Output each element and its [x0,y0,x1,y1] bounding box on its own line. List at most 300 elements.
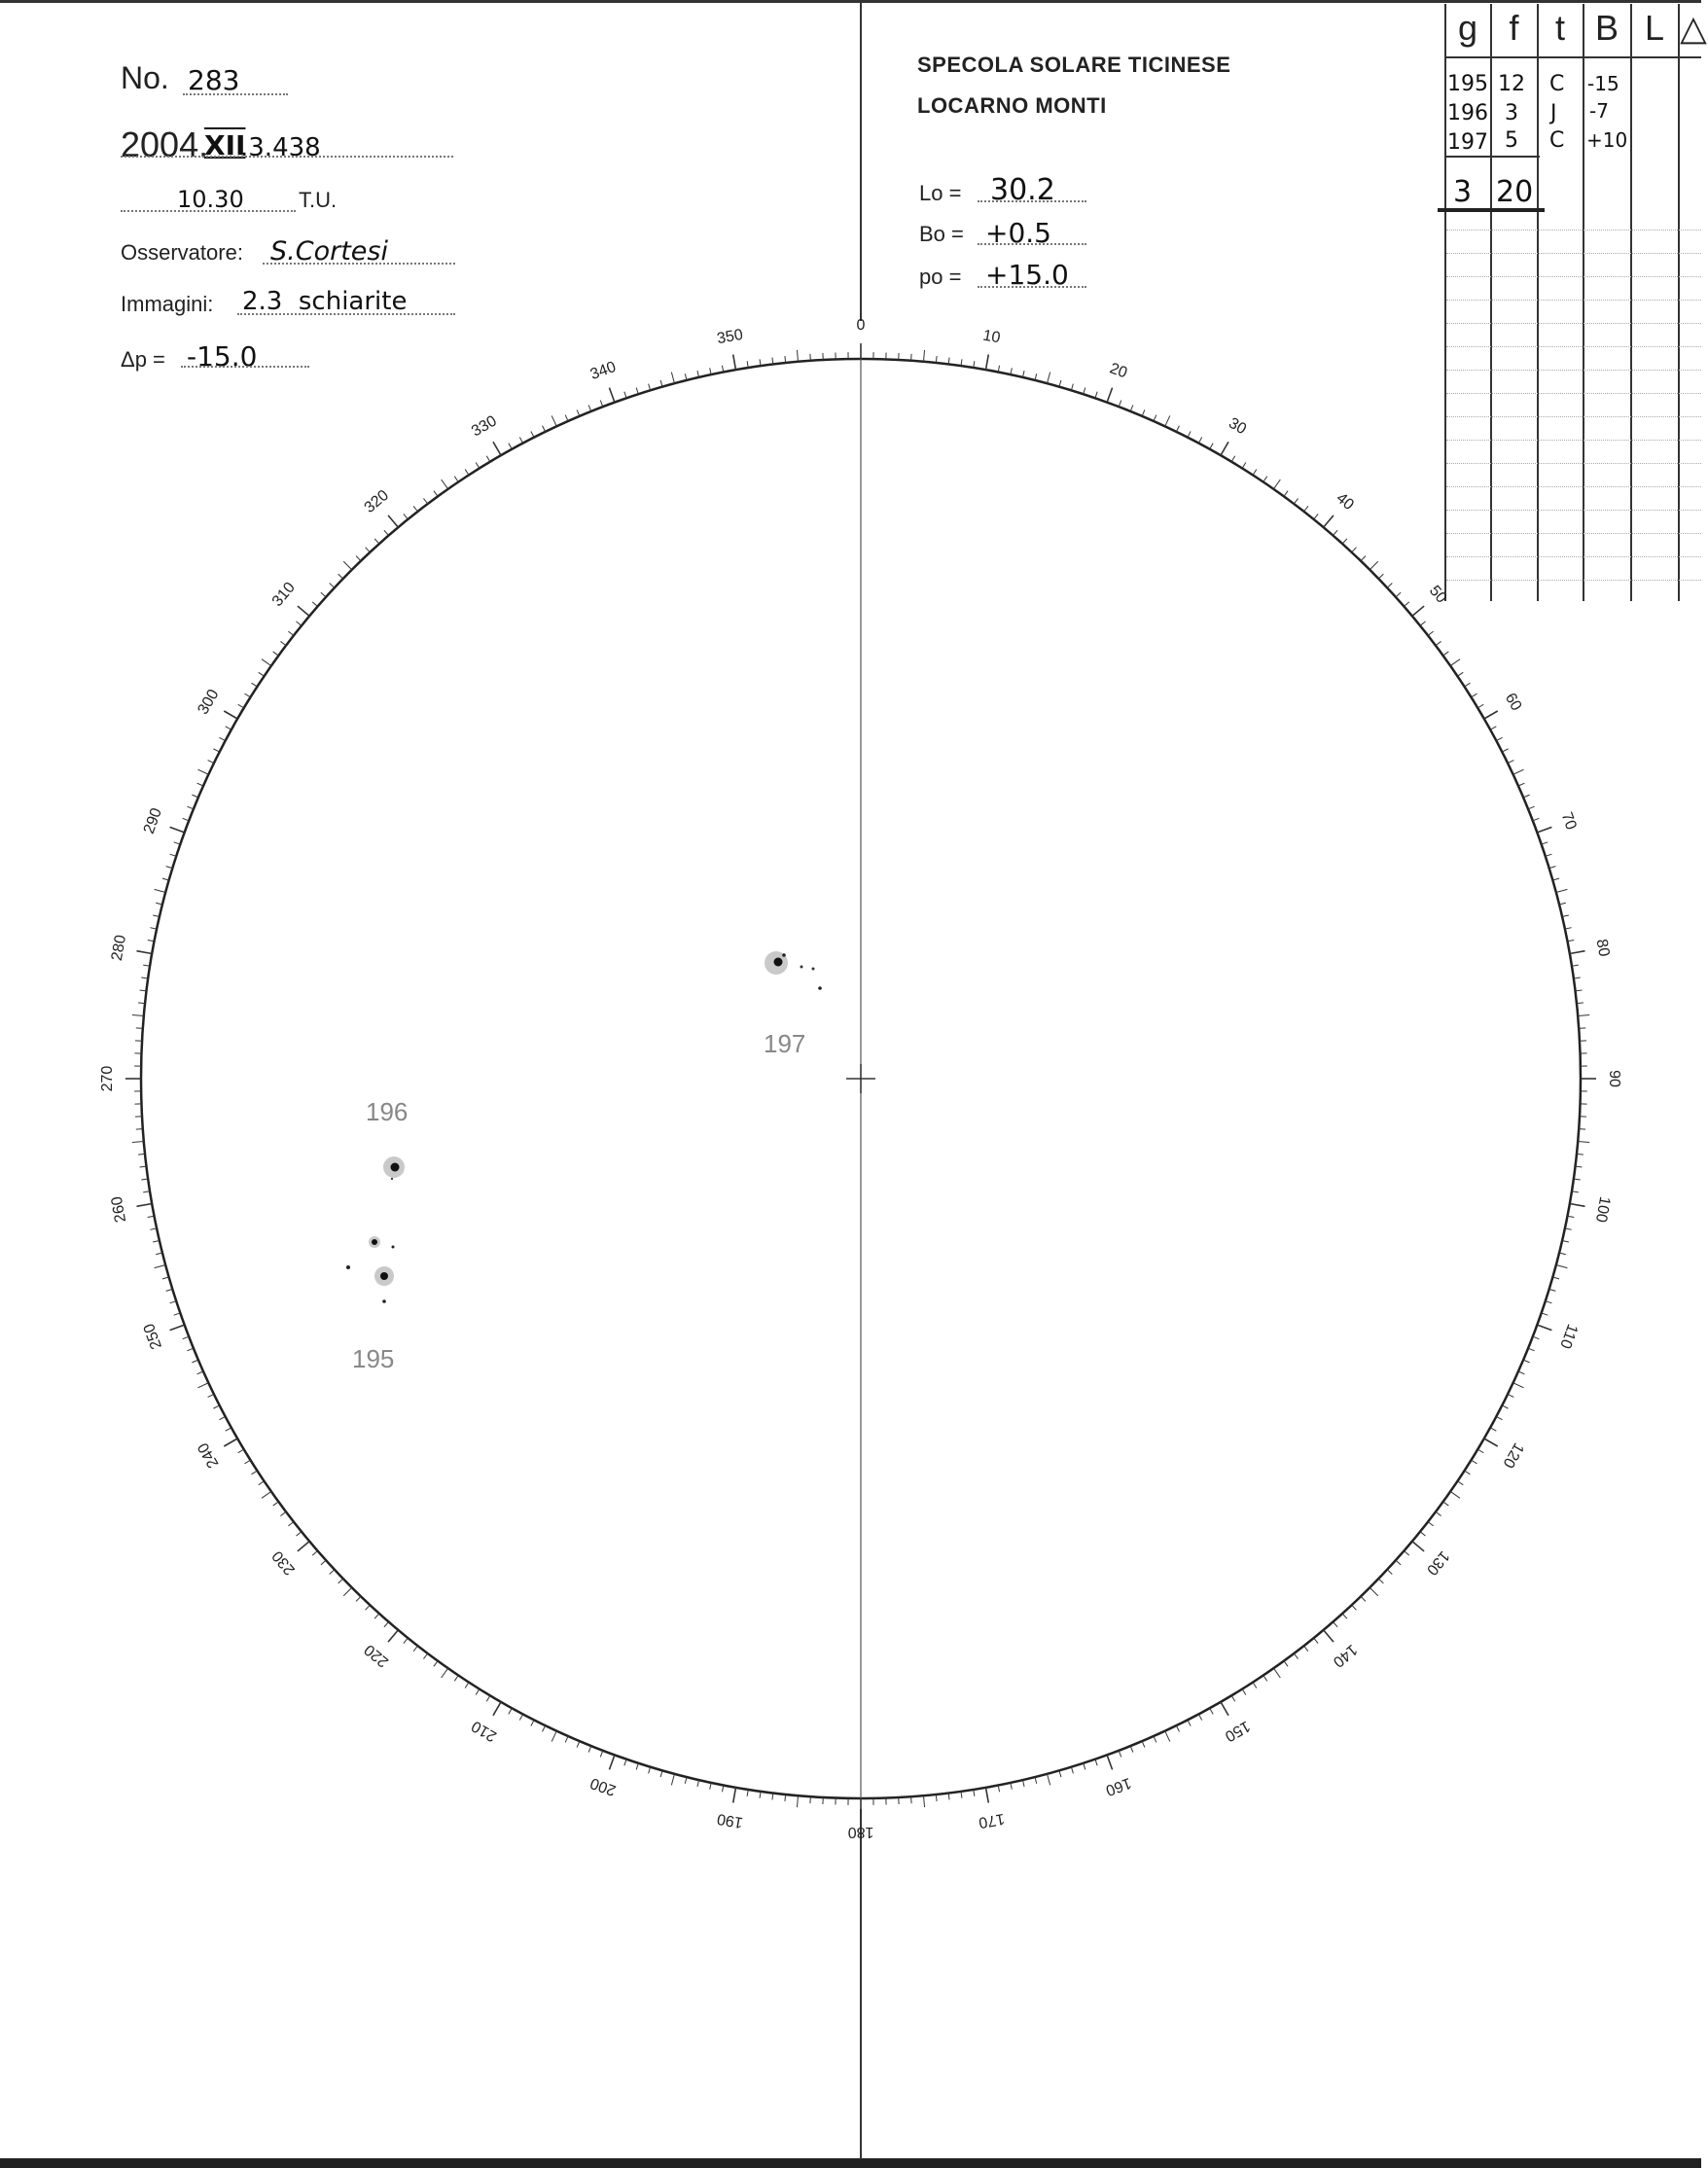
dial-tick [552,415,556,426]
dial-tick [1556,1265,1568,1268]
dial-tick [1490,727,1496,729]
dial-tick [1263,477,1267,482]
dial-label-310: 310 [268,579,299,611]
dial-tick [1396,592,1401,597]
dial-label-170: 170 [977,1809,1007,1831]
dial-tick [552,1731,556,1742]
sunspot-umbra [774,958,783,967]
dial-tick [1231,456,1235,462]
sunspot-pore [812,968,815,971]
dial-tick [1436,641,1441,645]
dial-label-350: 350 [715,326,745,348]
dial-tick [280,1511,286,1515]
dial-tick [224,711,237,719]
dial-tick [476,1689,480,1695]
sunspot-pore [392,1246,395,1249]
dial-tick [343,1587,351,1595]
observatory-title: SPECOLA SOLARE TICINESE [917,53,1231,77]
dial-tick [1428,631,1434,635]
dial-tick [245,1460,251,1464]
dial-tick [454,477,458,482]
dial-tick [1130,405,1133,410]
dial-tick [565,1736,568,1742]
dial-tick [493,442,501,455]
images-label: Immagini: [121,292,214,316]
dial-tick [797,1795,798,1807]
dial-tick [273,1502,279,1506]
dial-tick [170,1301,177,1303]
dial-tick [1457,672,1463,676]
dial-tick [1533,1336,1540,1339]
dial-tick [1263,1675,1267,1681]
dial-tick [226,1428,231,1431]
table-row-195-t: C [1549,72,1565,96]
dial-tick [1370,561,1377,569]
dial-tick [330,1570,335,1575]
dial-tick [519,437,522,443]
dial-tick [1420,622,1425,625]
date-month: XII [204,129,246,161]
dial-tick [1472,1460,1477,1464]
sunspot-pore [391,1178,393,1180]
dial-tick [1396,1560,1401,1565]
dial-tick [136,1203,152,1206]
dial-tick [1556,889,1568,892]
dial-tick [1484,1439,1498,1446]
dial-tick [923,350,924,362]
dial-tick [1387,1570,1392,1575]
dial-tick [192,795,197,798]
dial-tick [1154,415,1156,421]
dial-tick [413,506,417,512]
dial-tick [649,384,651,391]
dial-tick [132,1141,144,1142]
dial-label-80: 80 [1592,938,1613,958]
dial-tick [985,1788,988,1803]
dial-tick [343,561,351,569]
dial-tick [1549,1289,1556,1291]
dial-label-300: 300 [195,687,223,718]
dial-tick [985,354,988,370]
dial-tick [1084,1763,1085,1770]
sunspot-group-197 [765,951,822,990]
col-header-f: f [1509,8,1519,48]
dial-tick [187,806,193,809]
dial-tick [312,602,317,607]
dial-tick [374,539,379,544]
dial-tick [1210,444,1213,449]
dial-tick [1342,539,1347,544]
dial-tick [1528,806,1534,809]
table-row-197-f: 5 [1505,128,1518,153]
dial-tick [1342,1614,1347,1618]
dial-tick [1176,426,1179,432]
dial-tick [208,1394,214,1397]
dial-label-60: 60 [1501,690,1525,714]
dial-tick [1242,463,1246,469]
dial-label-10: 10 [981,327,1002,347]
dial-tick [338,574,343,579]
dial-tick [1412,1542,1424,1551]
p0-value: +15.0 [985,259,1069,291]
dial-tick [509,444,512,449]
dial-label-200: 200 [587,1774,619,1799]
dial-tick [1450,659,1460,666]
dial-tick [1095,1759,1097,1766]
dial-tick [1221,442,1228,455]
dial-label-270: 270 [99,1065,117,1092]
table-row-196-b: -7 [1589,99,1609,123]
dial-tick [797,350,798,362]
observatory-location: LOCARNO MONTI [917,93,1107,118]
dial-label-290: 290 [140,805,165,836]
dial-tick [1154,1736,1156,1742]
dial-tick [710,1783,711,1790]
dial-tick [252,1471,258,1475]
dial-label-340: 340 [587,358,619,383]
dial-tick [1142,409,1145,415]
table-row-196-t: J [1550,101,1557,125]
dial-tick [1428,1522,1434,1526]
dial-tick [423,498,427,504]
dial-tick [1352,548,1357,552]
dial-tick [1570,1203,1585,1206]
dial-tick [1570,951,1585,954]
dial-tick [509,1708,512,1714]
dial-tick [1404,1550,1408,1555]
dial-tick [1508,761,1513,764]
dial-label-90: 90 [1605,1070,1622,1087]
dial-tick [1314,514,1318,518]
dial-tick [519,1714,522,1720]
b0-label: Bo = [919,222,964,246]
dial-tick [1314,1638,1318,1643]
date-value: 2004. [121,124,209,164]
dial-label-220: 220 [361,1641,393,1671]
dial-tick [288,631,294,635]
dial-tick [219,1416,225,1419]
table-total-groups: 3 [1453,175,1473,209]
dial-label-260: 260 [108,1194,130,1225]
dial-tick [262,659,271,666]
dp-value: -15.0 [187,340,258,373]
dial-tick [1518,1371,1524,1374]
dial-tick [531,1720,534,1725]
dial-tick [197,769,208,774]
dial-tick [1537,827,1551,832]
dial-tick [1084,388,1085,395]
dial-label-0: 0 [856,317,866,335]
dial-tick [1484,711,1498,719]
dial-label-20: 20 [1107,360,1130,382]
dial-tick [543,426,546,432]
dial-tick [155,1265,166,1268]
dial-tick [132,1014,144,1015]
sunspot-group-196 [383,1156,405,1180]
dial-tick [1465,1471,1471,1475]
dial-tick [1333,530,1337,535]
dial-tick [1378,574,1383,579]
dial-tick [1546,1301,1552,1303]
dial-tick [1542,1313,1548,1315]
dial-tick [1273,480,1280,489]
dial-tick [366,1605,371,1610]
l0-value: 30.2 [990,173,1055,207]
dial-tick [1294,1653,1298,1659]
dial-tick [1528,1348,1534,1351]
table-total-spots: 20 [1496,175,1534,209]
dial-tick [259,1481,265,1485]
dial-label-210: 210 [469,1717,500,1745]
dial-tick [384,530,389,535]
dial-tick [1253,1683,1257,1688]
dial-tick [1221,1702,1228,1716]
dial-tick [1508,1394,1513,1397]
dial-label-280: 280 [108,933,130,963]
dial-label-140: 140 [1329,1641,1361,1671]
dial-tick [1107,1755,1112,1769]
dial-tick [1294,498,1298,504]
dial-tick [1578,1141,1589,1142]
dial-tick [213,1405,219,1408]
dial-tick [434,1661,438,1667]
dial-tick [150,1228,157,1229]
dial-tick [671,1774,674,1786]
dial-tick [486,456,490,462]
dial-tick [174,842,181,844]
dial-tick [1496,737,1502,740]
dial-tick [366,548,371,552]
sunspot-pore [782,953,786,957]
dial-tick [1542,842,1548,844]
dial-tick [1210,1708,1213,1714]
dial-tick [1198,1714,1201,1720]
dial-tick [1457,1481,1463,1485]
dial-tick [1284,491,1288,497]
dial-label-250: 250 [140,1321,165,1352]
dial-label-50: 50 [1425,583,1450,607]
dial-tick [166,1289,173,1291]
dial-tick [296,1532,301,1536]
dial-tick [1578,1014,1589,1015]
dial-tick [1352,1605,1357,1610]
dial-tick [197,1383,208,1388]
table-row-195-g: 195 [1447,72,1488,96]
col-header-delta: △ [1680,8,1707,48]
dial-tick [1253,470,1257,476]
dial-tick [1361,1596,1366,1601]
dial-tick [636,388,638,395]
dial-tick [1304,506,1308,512]
dial-tick [1130,1746,1133,1752]
sunspot-umbra [372,1239,377,1245]
dial-tick [1533,818,1540,821]
dial-tick [262,1491,271,1498]
dial-tick [413,1646,417,1652]
dial-tick [1188,431,1191,437]
dial-tick [219,737,225,740]
dial-tick [1198,437,1201,443]
dial-label-180: 180 [847,1823,874,1840]
dial-tick [1165,415,1170,426]
sunspot-pore [382,1299,386,1303]
dial-tick [1549,867,1556,869]
dial-tick [312,1550,317,1555]
dial-tick [733,1788,736,1803]
dial-label-240: 240 [195,1439,223,1471]
dial-label-40: 40 [1333,489,1357,515]
dial-tick [1404,602,1408,607]
dial-tick [1450,1491,1460,1498]
dial-tick [1472,693,1477,697]
dial-label-150: 150 [1222,1717,1253,1745]
dial-tick [454,1675,458,1681]
dial-tick [197,1371,203,1374]
dial-tick [166,867,173,869]
dial-label-70: 70 [1557,809,1580,833]
dial-tick [187,1348,193,1351]
group-label-197: 197 [764,1029,806,1058]
sunspot-pore [818,986,822,990]
time-unit: T.U. [299,188,338,212]
sunspot-umbra [391,1163,400,1172]
col-header-b: B [1594,8,1619,48]
sunspot-umbra [380,1272,388,1280]
dial-tick [1188,1720,1191,1725]
dial-label-330: 330 [469,412,500,441]
dial-tick [1436,1511,1441,1515]
dial-tick [1537,1325,1551,1330]
group-label-196: 196 [366,1097,409,1126]
dial-tick [174,1313,181,1315]
dial-tick [531,431,534,437]
dial-tick [1490,1428,1496,1431]
dial-tick [213,749,219,752]
dial-label-190: 190 [715,1809,745,1831]
dial-tick [1443,1502,1449,1506]
col-header-t: t [1554,8,1565,48]
dial-label-120: 120 [1499,1439,1527,1471]
dial-tick [1502,749,1508,752]
dial-tick [252,683,258,687]
sunspot-pore [346,1265,350,1269]
dial-tick [671,373,674,384]
dial-tick [226,727,231,729]
dial-tick [288,1522,294,1526]
dial-tick [1071,384,1073,391]
dial-tick [404,1638,408,1643]
dial-tick [710,368,711,374]
dial-tick [565,415,568,421]
dial-tick [356,556,361,561]
dial-tick [1387,584,1392,588]
dial-tick [388,1630,398,1642]
dial-tick [543,1725,546,1731]
dial-tick [1412,606,1424,616]
dial-tick [150,928,157,929]
dial-tick [1165,1731,1170,1742]
dial-tick [577,409,580,415]
dial-tick [1324,1630,1334,1642]
dial-tick [356,1596,361,1601]
p0-label: po = [919,265,962,289]
dial-tick [442,480,448,489]
dial-tick [923,1795,924,1807]
dial-tick [1420,1532,1425,1536]
dial-label-30: 30 [1226,414,1250,439]
dial-tick [476,463,480,469]
dial-tick [183,818,190,821]
dial-tick [1011,1783,1012,1790]
dial-tick [600,401,603,408]
dial-tick [600,1751,603,1758]
dial-tick [733,354,736,370]
col-header-g: g [1457,8,1478,48]
dial-tick [1304,1646,1308,1652]
sunspot-group-195 [346,1236,395,1303]
dial-tick [1513,1383,1524,1388]
dial-tick [238,1449,244,1453]
dial-tick [404,514,408,518]
table-row-195-f: 12 [1498,72,1525,96]
dial-tick [1496,1416,1502,1419]
date-rest: .3.438 [240,133,321,162]
table-row-196-g: 196 [1447,101,1488,125]
number-label: No. [121,60,169,95]
dial-tick [423,1653,427,1659]
dial-tick [465,470,469,476]
dial-tick [1513,769,1524,774]
dial-tick [321,1560,326,1565]
dial-tick [1048,373,1050,384]
dial-tick [1273,1668,1280,1678]
dp-label: Δp = [121,347,165,372]
dial-tick [1176,1725,1179,1731]
dial-label-110: 110 [1556,1321,1581,1351]
dial-tick [1011,368,1012,374]
dial-tick [1443,652,1449,656]
dial-tick [136,951,152,954]
dial-tick [588,405,591,410]
dial-tick [170,827,185,832]
dial-tick [197,783,203,786]
dial-tick [155,889,166,892]
images-value: 2.3 schiarite [242,287,408,316]
dial-tick [624,392,626,399]
dial-tick [245,693,251,697]
table-row-197-g: 197 [1447,130,1488,155]
l0-label: Lo = [919,181,962,205]
dial-tick [1565,1228,1572,1229]
dial-tick [442,1668,448,1678]
dial-tick [624,1759,626,1766]
dial-tick [330,584,335,588]
dial-tick [170,1325,185,1330]
dial-tick [609,1755,614,1769]
dial-tick [192,1360,197,1363]
dial-tick [1119,401,1121,408]
dial-tick [1523,1360,1529,1363]
dial-tick [298,606,309,616]
dial-tick [1502,1405,1508,1408]
table-row-197-t: C [1549,128,1565,153]
dial-tick [1523,795,1529,798]
dial-label-130: 130 [1423,1546,1453,1579]
group-label-195: 195 [352,1344,395,1373]
dial-tick [183,1336,190,1339]
b0-value: +0.5 [985,217,1051,249]
dial-tick [321,592,326,597]
